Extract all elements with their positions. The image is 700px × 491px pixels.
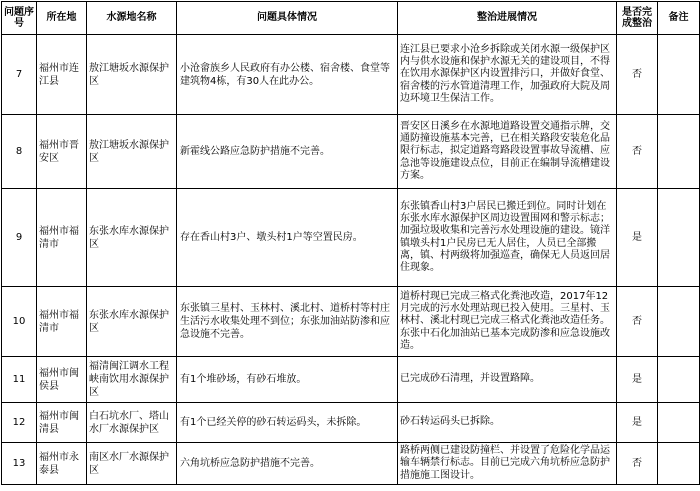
cell-progress: 道桥村现已完成三格式化粪池改造，2017年12月完成的污水处理站现已投入使用。三星村、玉林村、溪北村现已完成三格式化粪池改造任务。东张中石化加油站已基本完成防渗和应急设施改造。 xyxy=(398,287,617,357)
header-progress: 整治进展情况 xyxy=(398,2,617,35)
cell-location: 福州市闽侯县 xyxy=(37,357,87,403)
cell-seq: 7 xyxy=(2,35,37,115)
header-remark: 备注 xyxy=(658,2,700,35)
cell-done: 是 xyxy=(617,189,658,287)
cell-done: 是 xyxy=(617,357,658,403)
cell-remark xyxy=(658,403,700,443)
cell-seq: 11 xyxy=(2,357,37,403)
cell-location: 福州市福清市 xyxy=(37,189,87,287)
cell-source: 敖江塘坂水源保护区 xyxy=(87,115,177,189)
cell-progress: 砂石转运码头已拆除。 xyxy=(398,403,617,443)
cell-source: 白石坑水厂、塔山水厂水源保护区 xyxy=(87,403,177,443)
cell-location: 福州市晋安区 xyxy=(37,115,87,189)
header-seq: 问题序号 xyxy=(2,2,37,35)
cell-seq: 10 xyxy=(2,287,37,357)
cell-remark xyxy=(658,189,700,287)
cell-location: 福州市福清市 xyxy=(37,287,87,357)
cell-problem: 有1个堆砂场，有砂石堆放。 xyxy=(177,357,398,403)
cell-seq: 8 xyxy=(2,115,37,189)
cell-done: 否 xyxy=(617,287,658,357)
cell-done: 是 xyxy=(617,403,658,443)
cell-progress: 路桥两侧已建设防撞栏、并设置了危险化学品运输车辆禁行标志。目前已完成六角坑桥应急防护措施施工图设计。 xyxy=(398,443,617,485)
cell-source: 敖江塘坂水源保护区 xyxy=(87,35,177,115)
header-problem: 问题具体情况 xyxy=(177,2,398,35)
table-row xyxy=(2,403,700,443)
header-row xyxy=(2,2,700,35)
cell-problem: 小沧畲族乡人民政府有办公楼、宿舍楼、食堂等建筑物4栋，有30人在此办公。 xyxy=(177,35,398,115)
cell-remark xyxy=(658,115,700,189)
cell-source: 东张水库水源保护区 xyxy=(87,287,177,357)
cell-problem: 新霍线公路应急防护措施不完善。 xyxy=(177,115,398,189)
cell-problem: 东张镇三星村、玉林村、溪北村、道桥村等村庄生活污水收集处理不到位；东张加油站防渗和应急设施不完善。 xyxy=(177,287,398,357)
table-row xyxy=(2,287,700,357)
table-row xyxy=(2,357,700,403)
rectification-table xyxy=(1,1,700,485)
header-done: 是否完成整治 xyxy=(617,2,658,35)
cell-progress: 晋安区日溪乡在水源地道路设置交通指示牌，交通防撞设施基本完善，已在相关路段安装危化品限行标志，拟定道路弯路段设置事故导流槽、应急池等设施建设点位，目前正在编制导流槽建设方案。 xyxy=(398,115,617,189)
cell-progress: 连江县已要求小沧乡拆除或关闭水源一级保护区内与供水设施和保护水源无关的建设项目，不得在饮用水源保护区内设置排污口，并做好食堂、宿舍楼的污水管道清理工作，加强政府大院及周边环境卫生保洁工作。 xyxy=(398,35,617,115)
cell-remark xyxy=(658,443,700,485)
cell-source: 福清闽江调水工程峡南饮用水源保护区 xyxy=(87,357,177,403)
cell-problem: 存在香山村3户、墩头村1户等空置民房。 xyxy=(177,189,398,287)
cell-source: 东张水库水源保护区 xyxy=(87,189,177,287)
cell-done: 否 xyxy=(617,443,658,485)
cell-done: 否 xyxy=(617,115,658,189)
cell-done: 否 xyxy=(617,35,658,115)
table-row xyxy=(2,115,700,189)
cell-seq: 12 xyxy=(2,403,37,443)
table-row xyxy=(2,443,700,485)
cell-remark xyxy=(658,287,700,357)
cell-problem: 六角坑桥应急防护措施不完善。 xyxy=(177,443,398,485)
cell-progress: 东张镇香山村3户居民已搬迁到位。同时计划在东张水库水源保护区周边设置围网和警示标志；加强垃圾收集和完善污水处理设施的建设。镜洋镇墩头村1户民房已无人居住，人员已全部搬离，镇、村两级将加强巡查，确保无人员返回居住现象。 xyxy=(398,189,617,287)
cell-problem: 有1个已经关停的砂石转运码头，未拆除。 xyxy=(177,403,398,443)
cell-source: 南区水厂水源保护区 xyxy=(87,443,177,485)
cell-remark xyxy=(658,35,700,115)
cell-location: 福州市闽清县 xyxy=(37,403,87,443)
header-location: 所在地 xyxy=(37,2,87,35)
header-source: 水源地名称 xyxy=(87,2,177,35)
cell-location: 福州市永泰县 xyxy=(37,443,87,485)
table-row xyxy=(2,189,700,287)
cell-remark xyxy=(658,357,700,403)
cell-seq: 9 xyxy=(2,189,37,287)
cell-progress: 已完成砂石清理，并设置路障。 xyxy=(398,357,617,403)
cell-location: 福州市连江县 xyxy=(37,35,87,115)
cell-seq: 13 xyxy=(2,443,37,485)
table-row xyxy=(2,35,700,115)
